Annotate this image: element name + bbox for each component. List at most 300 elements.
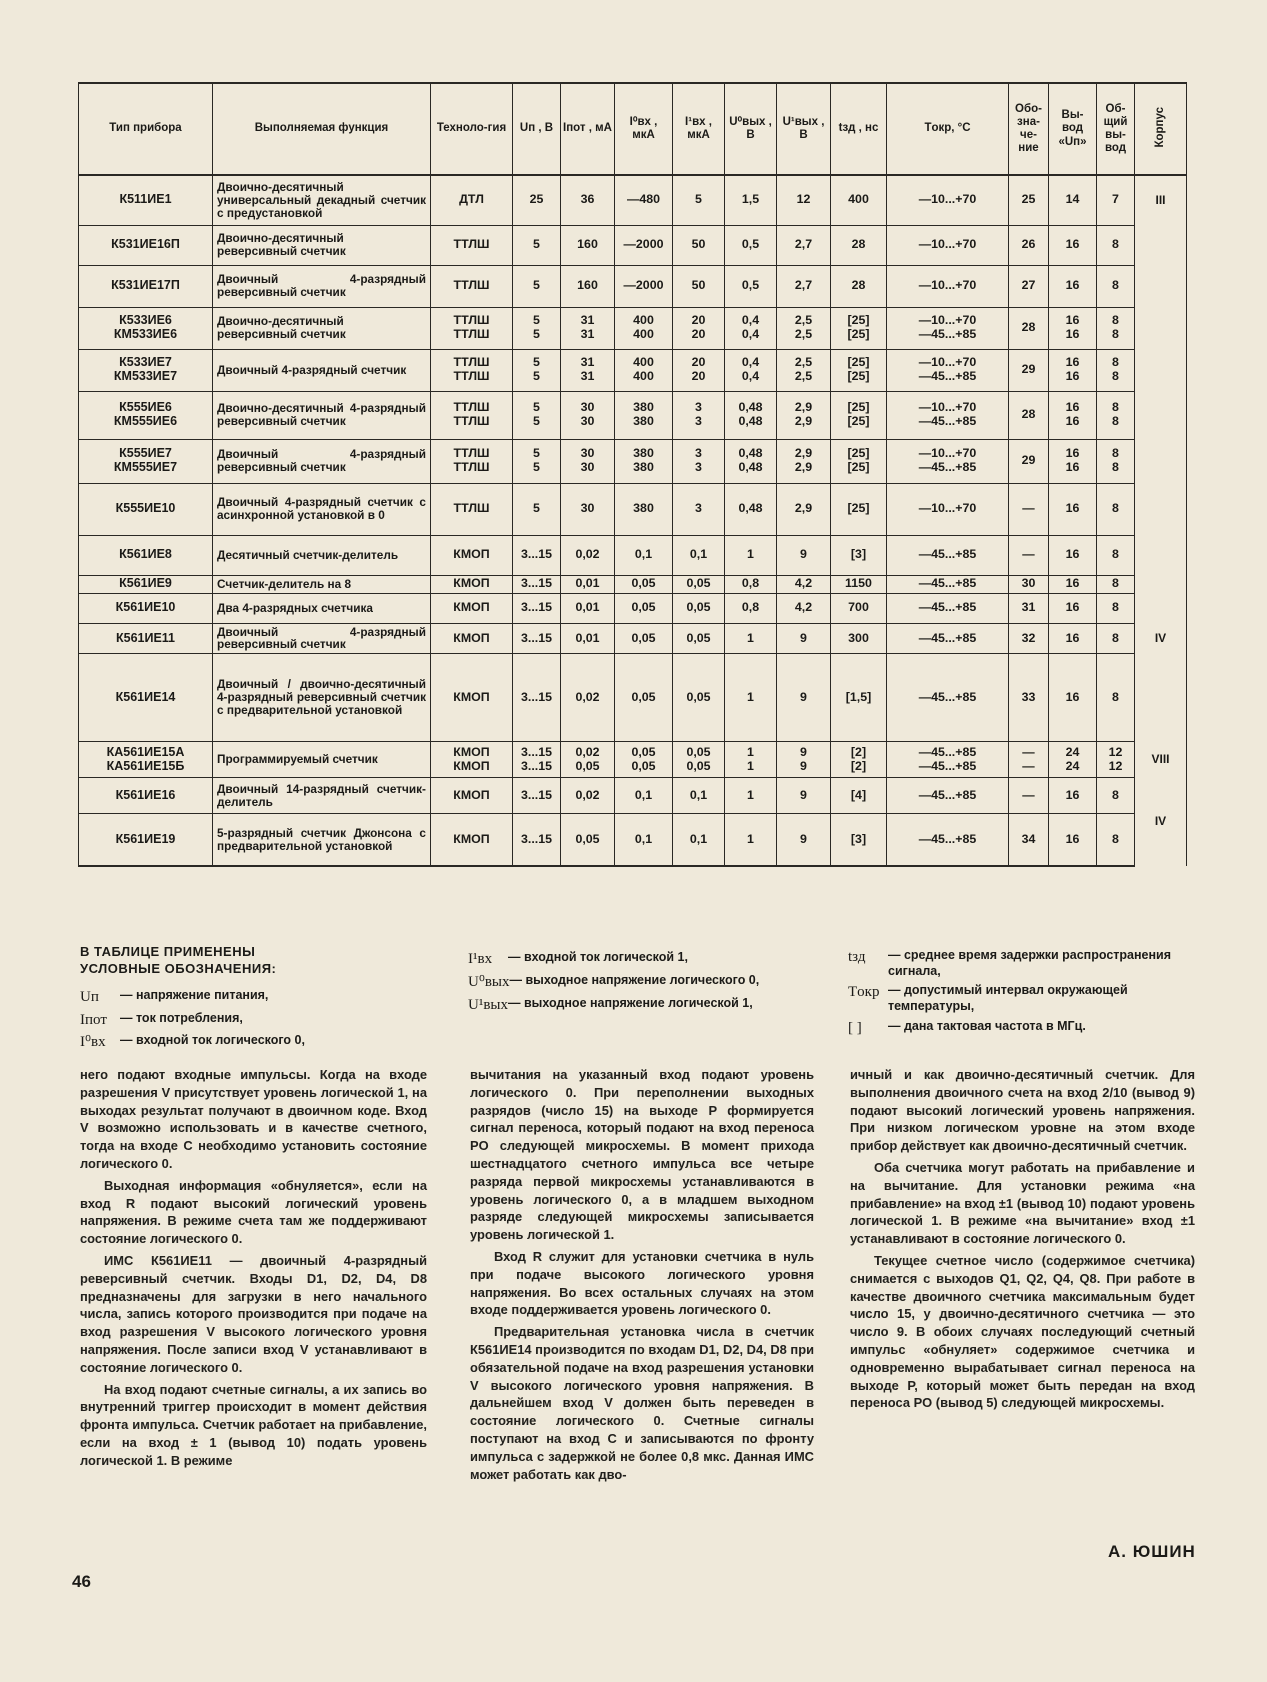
cell-type: К561ИЕ10 (79, 593, 213, 623)
cell-i0: 380 (615, 483, 673, 535)
cell-obsh: 8 (1097, 575, 1135, 593)
table-row (79, 225, 1187, 265)
cell-u1: 9 (777, 814, 831, 866)
cell-i1: 3 3 (673, 391, 725, 439)
cell-i1: 0,05 (673, 575, 725, 593)
legend-description: — выходное напряжение логической 1, (508, 995, 753, 1010)
cell-tech: ДТЛ (431, 175, 513, 225)
cell-i1: 20 20 (673, 307, 725, 349)
cell-ipot: 30 (561, 483, 615, 535)
cell-i0: 0,1 (615, 778, 673, 814)
cell-i0: —2000 (615, 265, 673, 307)
cell-i1: 3 3 (673, 439, 725, 483)
cell-tzd: 28 (831, 265, 887, 307)
cell-tech: ТТЛШ ТТЛШ (431, 349, 513, 391)
column-header: U¹вых , В (777, 83, 831, 175)
cell-i1: 0,05 (673, 623, 725, 654)
legend-item (848, 1019, 1193, 1038)
table-body (79, 175, 1187, 866)
table-row (79, 654, 1187, 742)
cell-func: Двоичный 4-разрядный реверсивный счетчик (213, 439, 431, 483)
cell-tokr: —10...+70 —45...+85 (887, 439, 1009, 483)
legend-symbol: tзд (848, 949, 866, 965)
cell-ipot: 0,01 (561, 593, 615, 623)
cell-obsh: 8 (1097, 778, 1135, 814)
paragraph: Вход R служит для установки счетчика в нуль при подаче высокого логического уровня напряжения. Во всех остальных случаях на этом входе поддерживается уровень логического 0. (470, 1248, 814, 1318)
cell-oboz: 29 (1009, 349, 1049, 391)
legend-item (80, 1011, 440, 1030)
cell-tokr: —45...+85 (887, 535, 1009, 575)
cell-up: 5 5 (513, 307, 561, 349)
cell-ipot: 0,02 (561, 654, 615, 742)
cell-u0: 1 (725, 814, 777, 866)
cell-i1: 3 (673, 483, 725, 535)
cell-obsh: 7 (1097, 175, 1135, 225)
cell-u1: 9 (777, 535, 831, 575)
cell-vyvod: 16 (1049, 225, 1097, 265)
cell-tzd: [25] [25] (831, 349, 887, 391)
cell-tzd: [25] (831, 483, 887, 535)
cell-up: 3...15 (513, 778, 561, 814)
cell-tech: ТТЛШ (431, 483, 513, 535)
cell-u0: 1,5 (725, 175, 777, 225)
paragraph: ичный и как двоично-десятичный счетчик. Для выполнения двоичного счета на вход 2/10 (вывод 9) подают высокий логический уровень напряжения. При низком логическом уровне на этом входе прибор действует как двоично-десятичный счетчик. (850, 1067, 1195, 1154)
table-row (79, 439, 1187, 483)
cell-up: 3...15 (513, 623, 561, 654)
counter-ic-spec-table (78, 82, 1187, 867)
cell-u0: 1 (725, 535, 777, 575)
cell-u0: 0,5 (725, 265, 777, 307)
table-row (79, 593, 1187, 623)
cell-u1: 12 (777, 175, 831, 225)
legend-symbol: [ ] (848, 1019, 862, 1036)
cell-func: Два 4-разрядных счетчика (213, 593, 431, 623)
cell-i0: 400 400 (615, 349, 673, 391)
cell-oboz: 25 (1009, 175, 1049, 225)
cell-ipot: 31 31 (561, 349, 615, 391)
paragraph: ИМС К561ИЕ11 — двоичный 4-разрядный реверсивный счетчик. Входы D1, D2, D4, D8 предназначены для загрузки в него начального числа, запись которого производится при подаче на вход разрешения V высокого логического уровня напряжения. После записи вход V устанавливают в состояние логического 0. (80, 1252, 427, 1375)
table-row (79, 814, 1187, 866)
legend-item (848, 948, 1193, 979)
cell-ipot: 0,01 (561, 575, 615, 593)
cell-tech: КМОП (431, 654, 513, 742)
cell-func: Десятичный счетчик-делитель (213, 535, 431, 575)
table-row (79, 778, 1187, 814)
cell-i0: 380 380 (615, 439, 673, 483)
cell-i0: 0,05 0,05 (615, 742, 673, 778)
table-header (79, 83, 1187, 175)
table-row (79, 175, 1187, 225)
legend-symbol: Uп (80, 988, 99, 1005)
legend-symbol: Iпот (80, 1011, 107, 1028)
cell-tzd: 400 (831, 175, 887, 225)
cell-type: К555ИЕ7 КМ555ИЕ7 (79, 439, 213, 483)
cell-vyvod: 16 16 (1049, 307, 1097, 349)
cell-vyvod: 16 16 (1049, 349, 1097, 391)
cell-up: 5 5 (513, 391, 561, 439)
column-header: I¹вх , мкА (673, 83, 725, 175)
cell-tech: ТТЛШ ТТЛШ (431, 307, 513, 349)
cell-tokr: —10...+70 (887, 175, 1009, 225)
cell-tech: КМОП (431, 575, 513, 593)
cell-type: К561ИЕ8 (79, 535, 213, 575)
cell-obsh: 8 8 (1097, 349, 1135, 391)
cell-u1: 2,7 (777, 265, 831, 307)
cell-type: К531ИЕ16П (79, 225, 213, 265)
column-header: U⁰вых , В (725, 83, 777, 175)
cell-i1: 0,1 (673, 535, 725, 575)
cell-tzd: 28 (831, 225, 887, 265)
column-header-label: Корпус (1153, 106, 1166, 148)
cell-tech: КМОП (431, 623, 513, 654)
cell-up: 5 (513, 265, 561, 307)
cell-up: 3...15 (513, 535, 561, 575)
cell-tzd: [25] [25] (831, 439, 887, 483)
cell-tzd: [3] (831, 814, 887, 866)
cell-i1: 0,05 0,05 (673, 742, 725, 778)
cell-type: К561ИЕ19 (79, 814, 213, 866)
cell-u1: 2,7 (777, 225, 831, 265)
cell-vyvod: 16 (1049, 535, 1097, 575)
cell-tzd: [2] [2] (831, 742, 887, 778)
cell-tokr: —10...+70 (887, 265, 1009, 307)
cell-obsh: 8 (1097, 483, 1135, 535)
cell-func: Двоично-десятичный реверсивный счетчик (213, 307, 431, 349)
cell-tokr: —10...+70 (887, 483, 1009, 535)
column-header: Тип прибора (79, 83, 213, 175)
cell-obsh: 12 12 (1097, 742, 1135, 778)
cell-ipot: 30 30 (561, 439, 615, 483)
cell-u0: 0,48 (725, 483, 777, 535)
cell-up: 3...15 3...15 (513, 742, 561, 778)
cell-u0: 0,48 0,48 (725, 391, 777, 439)
cell-up: 5 5 (513, 439, 561, 483)
legend-column-1 (80, 944, 440, 1056)
cell-func: Двоичный 4-разрядный счетчик с асинхронной установкой в 0 (213, 483, 431, 535)
cell-up: 5 5 (513, 349, 561, 391)
cell-oboz: 26 (1009, 225, 1049, 265)
table-row (79, 391, 1187, 439)
cell-tzd: [25] [25] (831, 307, 887, 349)
cell-u1: 2,5 2,5 (777, 349, 831, 391)
cell-tech: ТТЛШ (431, 265, 513, 307)
cell-oboz: — (1009, 483, 1049, 535)
cell-tokr: —10...+70 —45...+85 (887, 391, 1009, 439)
cell-tech: ТТЛШ ТТЛШ (431, 391, 513, 439)
cell-vyvod: 16 (1049, 814, 1097, 866)
cell-tech: КМОП (431, 535, 513, 575)
cell-tokr: —10...+70 —45...+85 (887, 349, 1009, 391)
cell-up: 5 (513, 483, 561, 535)
article-column-1 (80, 1066, 427, 1474)
cell-obsh: 8 8 (1097, 439, 1135, 483)
cell-tech: ТТЛШ ТТЛШ (431, 439, 513, 483)
cell-i0: —2000 (615, 225, 673, 265)
cell-type: К561ИЕ16 (79, 778, 213, 814)
cell-oboz: 32 (1009, 623, 1049, 654)
cell-tzd: [25] [25] (831, 391, 887, 439)
cell-u0: 1 1 (725, 742, 777, 778)
cell-tzd: [1,5] (831, 654, 887, 742)
cell-func: Двоичный 4-разрядный счетчик (213, 349, 431, 391)
legend-description: — ток потребления, (120, 1010, 243, 1025)
cell-oboz: 30 (1009, 575, 1049, 593)
cell-tokr: —45...+85 (887, 593, 1009, 623)
legend-description: — входной ток логической 1, (508, 950, 688, 964)
column-header: Вы-вод «Uп» (1049, 83, 1097, 175)
cell-u1: 9 9 (777, 742, 831, 778)
cell-type: К533ИЕ6 КМ533ИЕ6 (79, 307, 213, 349)
column-header: I⁰вх , мкА (615, 83, 673, 175)
cell-vyvod: 16 (1049, 654, 1097, 742)
legend-title-line-2: УСЛОВНЫЕ ОБОЗНАЧЕНИЯ: (80, 960, 277, 976)
table-row (79, 575, 1187, 593)
cell-func: Двоичный / двоично-десятичный 4-разрядный реверсивный счетчик с предварительной установкой (213, 654, 431, 742)
cell-obsh: 8 (1097, 265, 1135, 307)
cell-type: К561ИЕ9 (79, 575, 213, 593)
cell-tokr: —45...+85 (887, 623, 1009, 654)
column-header: Техноло-гия (431, 83, 513, 175)
cell-i0: —480 (615, 175, 673, 225)
cell-type: К533ИЕ7 КМ533ИЕ7 (79, 349, 213, 391)
page-number: 46 (72, 1572, 91, 1591)
paragraph: На вход подают счетные сигналы, а их запись во внутренний триггер происходит в момент действия фронта импульса. Счетчик работает на прибавление, если на вход ± 1 (вывод 10) подать уровень логической 1. В режиме (80, 1381, 427, 1468)
cell-func: Счетчик-делитель на 8 (213, 575, 431, 593)
cell-i1: 0,1 (673, 814, 725, 866)
legend-item (80, 1033, 440, 1052)
cell-vyvod: 16 (1049, 778, 1097, 814)
cell-tech: КМОП (431, 778, 513, 814)
cell-korpus: III (1135, 175, 1187, 225)
cell-u1: 9 (777, 654, 831, 742)
cell-oboz: — (1009, 778, 1049, 814)
cell-up: 3...15 (513, 654, 561, 742)
cell-i0: 0,05 (615, 593, 673, 623)
article-column-3 (850, 1066, 1195, 1416)
paragraph: Предварительная установка числа в счетчик К561ИЕ14 производится по входам D1, D2, D4, D8 при обязательной подаче на вход разрешения установки V высокого логического уровня напряжения. В дальнейшем вход V должен быть переведен в состояние логического 0. Счетные сигналы поступают на вход С и записываются по фронту импульса с задержкой не более 0,8 мкс. Данная ИМС может работать как дво- (470, 1324, 814, 1482)
cell-obsh: 8 (1097, 623, 1135, 654)
cell-u0: 0,4 0,4 (725, 307, 777, 349)
legend-title (80, 944, 440, 978)
cell-vyvod: 16 16 (1049, 391, 1097, 439)
cell-tech: КМОП КМОП (431, 742, 513, 778)
cell-ipot: 0,02 (561, 535, 615, 575)
cell-i1: 0,1 (673, 778, 725, 814)
cell-i1: 5 (673, 175, 725, 225)
legend-title-line-1: В ТАБЛИЦЕ ПРИМЕНЕНЫ (80, 944, 256, 959)
legend-symbol: Tокр (848, 984, 880, 1001)
cell-tokr: —45...+85 —45...+85 (887, 742, 1009, 778)
table-row (79, 307, 1187, 349)
cell-vyvod: 16 16 (1049, 439, 1097, 483)
cell-i1: 0,05 (673, 593, 725, 623)
column-header (1135, 83, 1187, 175)
column-header: Выполняемая функция (213, 83, 431, 175)
cell-u0: 1 (725, 654, 777, 742)
cell-ipot: 0,01 (561, 623, 615, 654)
cell-u1: 2,9 2,9 (777, 391, 831, 439)
cell-tzd: 1150 (831, 575, 887, 593)
legend-item (80, 988, 440, 1007)
cell-u1: 4,2 (777, 593, 831, 623)
cell-tokr: —45...+85 (887, 778, 1009, 814)
cell-vyvod: 24 24 (1049, 742, 1097, 778)
cell-i1: 50 (673, 265, 725, 307)
cell-oboz: 27 (1009, 265, 1049, 307)
paragraph: него подают входные импульсы. Когда на входе разрешения V присутствует уровень логической 1, на выходах результат получают в двоичном коде. Вход V возможно использовать и в качестве счетного, тогда на входе С необходимо установить состояние логического 0. (80, 1067, 427, 1171)
cell-vyvod: 16 (1049, 623, 1097, 654)
cell-func: Двоичный 4-разрядный реверсивный счетчик (213, 623, 431, 654)
cell-i0: 0,1 (615, 535, 673, 575)
cell-ipot: 160 (561, 225, 615, 265)
cell-oboz: 28 (1009, 307, 1049, 349)
cell-tzd: 700 (831, 593, 887, 623)
table-row (79, 535, 1187, 575)
legend-description: — дана тактовая частота в МГц. (888, 1018, 1086, 1033)
cell-ipot: 30 30 (561, 391, 615, 439)
table-row (79, 623, 1187, 654)
column-header: tзд , нс (831, 83, 887, 175)
cell-tech: ТТЛШ (431, 225, 513, 265)
cell-obsh: 8 8 (1097, 307, 1135, 349)
cell-obsh: 8 (1097, 535, 1135, 575)
column-header: Tокр, °С (887, 83, 1009, 175)
cell-tzd: [3] (831, 535, 887, 575)
cell-u1: 2,5 2,5 (777, 307, 831, 349)
cell-type: К555ИЕ10 (79, 483, 213, 535)
cell-i0: 0,05 (615, 654, 673, 742)
cell-type: К511ИЕ1 (79, 175, 213, 225)
cell-type: КА561ИЕ15А КА561ИЕ15Б (79, 742, 213, 778)
cell-i0: 400 400 (615, 307, 673, 349)
cell-vyvod: 16 (1049, 575, 1097, 593)
cell-type: К561ИЕ11 (79, 623, 213, 654)
paragraph: Выходная информация «обнуляется», если на вход R подают высокий логический уровень напряжения. В режиме счета там же поддерживают состояние логического 0. (80, 1177, 427, 1247)
cell-oboz: 28 (1009, 391, 1049, 439)
cell-tech: КМОП (431, 814, 513, 866)
cell-type: К561ИЕ14 (79, 654, 213, 742)
table-row (79, 265, 1187, 307)
cell-tokr: —45...+85 (887, 814, 1009, 866)
author-signature: А. ЮШИН (1108, 1542, 1196, 1561)
cell-i1: 0,05 (673, 654, 725, 742)
cell-tokr: —45...+85 (887, 575, 1009, 593)
cell-up: 3...15 (513, 593, 561, 623)
cell-u0: 0,8 (725, 575, 777, 593)
cell-oboz: — — (1009, 742, 1049, 778)
article-column-2 (470, 1066, 814, 1487)
cell-u0: 0,8 (725, 593, 777, 623)
paragraph: вычитания на указанный вход подают уровень логического 0. При переполнении выходных разрядов (число 15) на выходе P формируется сигнал переноса, который подают на вход переноса PO следующей микросхемы. В момент прихода шестнадцатого счетного импульса все четыре разряда первой микросхемы устанавливаются в уровень логического 0, а в младшем выходном разряде следующей микросхемы записывается уровень логической 1. (470, 1067, 814, 1243)
cell-obsh: 8 (1097, 814, 1135, 866)
cell-korpus: VIII (1135, 742, 1187, 778)
cell-u0: 0,4 0,4 (725, 349, 777, 391)
cell-func: Программируемый счетчик (213, 742, 431, 778)
column-header: Iпот , мА (561, 83, 615, 175)
cell-oboz: 34 (1009, 814, 1049, 866)
cell-u1: 9 (777, 778, 831, 814)
cell-u1: 9 (777, 623, 831, 654)
cell-ipot: 36 (561, 175, 615, 225)
cell-ipot: 0,05 (561, 814, 615, 866)
legend-item (468, 996, 806, 1015)
cell-ipot: 0,02 0,05 (561, 742, 615, 778)
cell-obsh: 8 8 (1097, 391, 1135, 439)
cell-korpus (1135, 225, 1187, 535)
legend-description: — допустимый интервал окружающей температуры, (888, 983, 1128, 1013)
legend-symbol: U¹вых (468, 996, 508, 1013)
legend-item (468, 973, 806, 992)
legend-symbol: I¹вх (468, 951, 493, 967)
cell-oboz: — (1009, 535, 1049, 575)
cell-u0: 0,48 0,48 (725, 439, 777, 483)
cell-tokr: —10...+70 —45...+85 (887, 307, 1009, 349)
legend-item (468, 950, 806, 969)
table-row (79, 742, 1187, 778)
column-header: Uп , В (513, 83, 561, 175)
cell-u1: 4,2 (777, 575, 831, 593)
cell-i0: 0,05 (615, 575, 673, 593)
table-row (79, 483, 1187, 535)
cell-u0: 1 (725, 778, 777, 814)
cell-tokr: —10...+70 (887, 225, 1009, 265)
cell-u0: 0,5 (725, 225, 777, 265)
cell-i0: 380 380 (615, 391, 673, 439)
cell-up: 3...15 (513, 814, 561, 866)
paragraph: Текущее счетное число (содержимое счетчика) снимается с выходов Q1, Q2, Q4, Q8. При работе в качестве двоичного счетчика максимальным будет число 15, у двоично-десятичного счетчика — это число 9. В обоих случаях последующий счетный импульс «обнуляет» содержимое счетчика и одновременно вырабатывает сигнал переноса на выходе P, который может быть передан на вход переноса PO (вывод 5) следующей микросхемы. (850, 1252, 1195, 1411)
legend-description: — среднее время задержки распространения сигнала, (888, 948, 1172, 978)
cell-vyvod: 16 (1049, 265, 1097, 307)
cell-vyvod: 16 (1049, 593, 1097, 623)
cell-ipot: 0,02 (561, 778, 615, 814)
cell-oboz: 33 (1009, 654, 1049, 742)
cell-func: Двоичный 14-разрядный счетчик-делитель (213, 778, 431, 814)
table-row (79, 349, 1187, 391)
cell-tzd: [4] (831, 778, 887, 814)
legend-item (848, 983, 1193, 1014)
column-header: Обо-зна-че-ние (1009, 83, 1049, 175)
legend-description: — напряжение питания, (120, 987, 269, 1002)
cell-obsh: 8 (1097, 593, 1135, 623)
cell-type: К555ИЕ6 КМ555ИЕ6 (79, 391, 213, 439)
cell-korpus: IV (1135, 778, 1187, 866)
cell-obsh: 8 (1097, 654, 1135, 742)
cell-up: 25 (513, 175, 561, 225)
legend-column-2 (468, 950, 806, 1018)
cell-ipot: 160 (561, 265, 615, 307)
cell-tech: КМОП (431, 593, 513, 623)
cell-type: К531ИЕ17П (79, 265, 213, 307)
cell-func: Двоично-десятичный 4-разрядный реверсивный счетчик (213, 391, 431, 439)
cell-i0: 0,05 (615, 623, 673, 654)
legend-description: — входной ток логического 0, (120, 1033, 305, 1048)
cell-up: 3...15 (513, 575, 561, 593)
column-header: Об-щий вы-вод (1097, 83, 1135, 175)
cell-u1: 2,9 (777, 483, 831, 535)
cell-u1: 2,9 2,9 (777, 439, 831, 483)
cell-up: 5 (513, 225, 561, 265)
cell-func: Двоично-десятичный реверсивный счетчик (213, 225, 431, 265)
cell-func: Двоично-десятичный универсальный декадный счетчик с предустановкой (213, 175, 431, 225)
cell-i0: 0,1 (615, 814, 673, 866)
paragraph: Оба счетчика могут работать на прибавление и на вычитание. Для установки режима «на прибавление» на вход ±1 (вывод 10) подают уровень логической 1. В режиме «на вычитание» вход ±1 устанавливают в состояние логического 0. (850, 1159, 1195, 1247)
cell-ipot: 31 31 (561, 307, 615, 349)
cell-i1: 20 20 (673, 349, 725, 391)
legend-symbol: U⁰вых (468, 973, 510, 990)
cell-tokr: —45...+85 (887, 654, 1009, 742)
cell-func: 5-разрядный счетчик Джонсона с предварительной установкой (213, 814, 431, 866)
legend-column-3 (848, 948, 1193, 1041)
